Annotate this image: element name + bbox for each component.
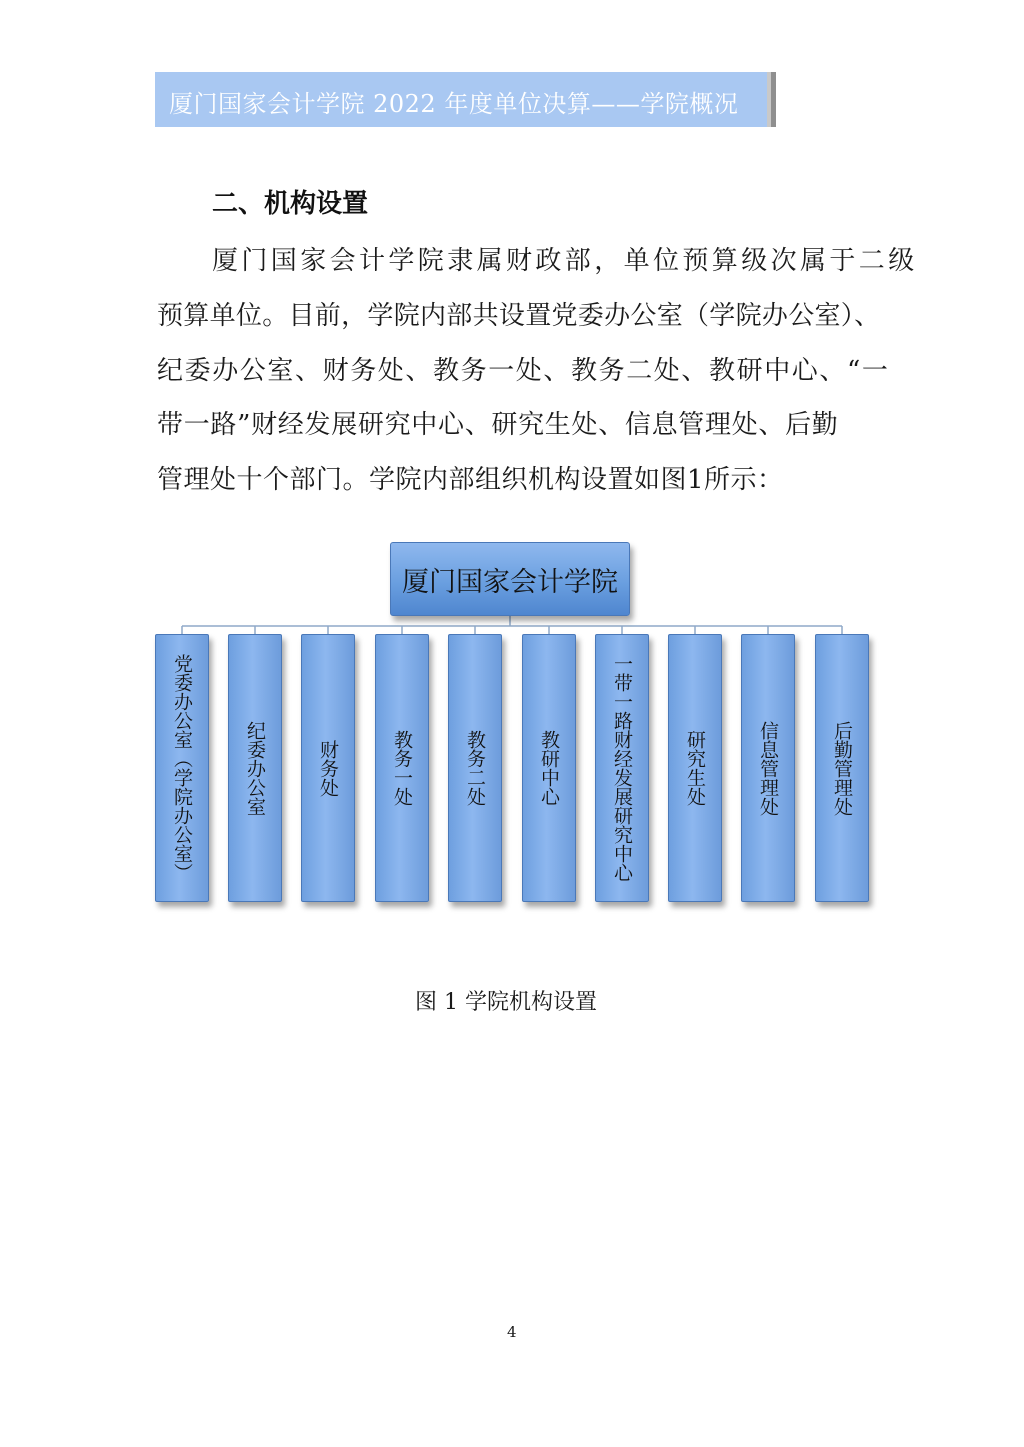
dept-box-graduate-office — [668, 634, 722, 902]
org-root-box — [390, 542, 630, 616]
paragraph-line: 管理处十个部门。学院内部组织机构设置如图1所示： — [157, 465, 784, 495]
header-title: 厦门国家会计学院 2022 年度单位决算——学院概况 — [169, 90, 739, 118]
dept-box-belt-road-center — [595, 634, 649, 902]
org-root-label: 厦门国家会计学院 — [402, 566, 618, 598]
header-banner — [155, 72, 767, 127]
paragraph-line: 厦门国家会计学院隶属财政部，单位预算级次属于二级 — [212, 246, 918, 276]
dept-box-teaching-research — [522, 634, 576, 902]
dept-label: 教务二处 — [464, 730, 486, 806]
dept-box-finance — [301, 634, 355, 902]
paragraph-line: 纪委办公室、财务处、教务一处、教务二处、教研中心、“一 — [157, 356, 890, 386]
section-heading: 二、机构设置 — [212, 189, 369, 219]
dept-label: 财务处 — [317, 739, 339, 797]
paragraph-line: 预算单位。目前，学院内部共设置党委办公室（学院办公室）、 — [157, 301, 881, 331]
dept-label: 教研中心 — [538, 730, 560, 806]
figure-caption: 图 1 学院机构设置 — [415, 990, 597, 1015]
dept-label: 信息管理处 — [757, 720, 779, 816]
dept-label: 党委办公室（学院办公室） — [171, 654, 193, 882]
dept-label: 一带一路财经发展研究中心 — [611, 654, 633, 882]
dept-box-discipline-office — [228, 634, 282, 902]
org-chart — [150, 538, 874, 910]
dept-box-academic-affairs-1 — [375, 634, 429, 902]
dept-label: 教务一处 — [391, 730, 413, 806]
dept-box-logistics — [815, 634, 869, 902]
dept-box-academic-affairs-2 — [448, 634, 502, 902]
page-number: 4 — [507, 1323, 517, 1341]
paragraph-line: 带一路”财经发展研究中心、研究生处、信息管理处、后勤 — [157, 410, 839, 440]
dept-label: 纪委办公室 — [244, 720, 266, 816]
dept-label: 研究生处 — [684, 730, 706, 806]
dept-box-information-management — [741, 634, 795, 902]
dept-label: 后勤管理处 — [831, 720, 853, 816]
dept-box-party-office — [155, 634, 209, 902]
